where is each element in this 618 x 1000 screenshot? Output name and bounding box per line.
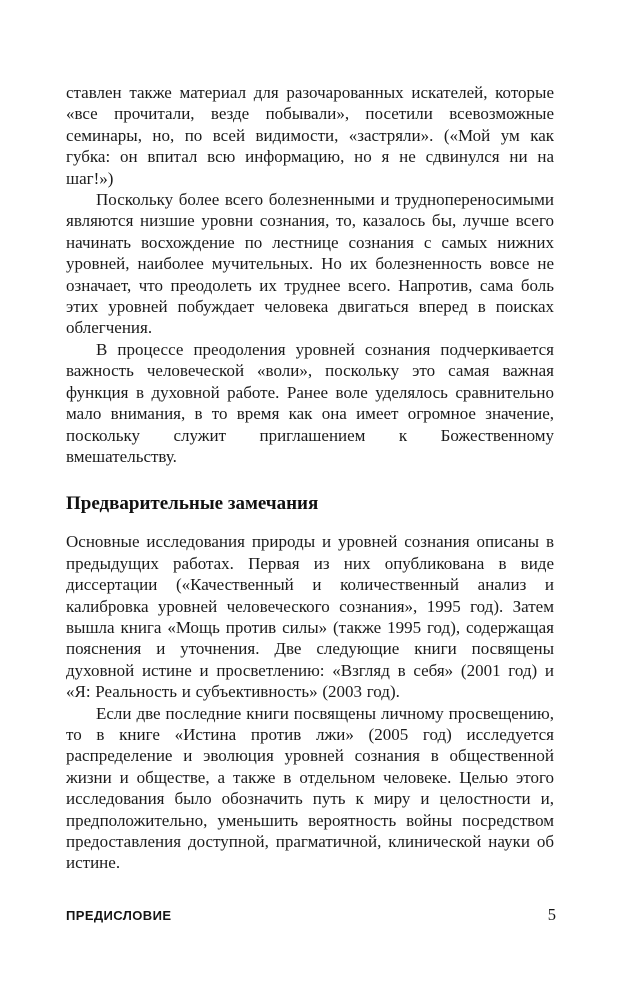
section-heading: Предварительные замечания [66, 493, 319, 515]
paragraph-continuation: ставлен также материал для разочарованных искателей, которые «все прочитали, везде побывали», посетили всевозможные семинары, но, по всей видимости, «застряли». («Мой ум как губка: он впитал всю информацию, но я не сдвинулся ни на шаг!») [66, 83, 554, 188]
paragraph: Основные исследования природы и уровней сознания описаны в предыдущих работах. Первая из них опубликована в виде диссертации («Качественный и количественный анализ и калибровка уровней человеческого сознания», 1995 год). Затем вышла книга «Мощь против силы» (также 1995 год), содержащая пояснения и уточнения. Две следующие книги посвящены духовной истине и просветлению: «Взгляд в себя» (2001 год) и «Я: Реальность и субъективность» (2003 год). [66, 532, 554, 702]
paragraph: В процессе преодоления уровней сознания подчеркивается важность человеческой «воли», поскольку это самая важная функция в духовной работе. Ранее воле уделялось сравнительно мало внимания, в то время как она имеет огромное значение, поскольку служит приглашением к Божественному вмешательству. [66, 339, 554, 466]
paragraph: Если две последние книги посвящены личному просвещению, то в книге «Истина против лжи» (2005 год) исследуется распределение и эволюция уровней сознания в общественной жизни и обществе, а также в отдельном человеке. Целью этого исследования было обозначить путь к миру и целостности и, предположительно, уменьшить вероятность войны посредством предоставления доступной, прагматичной, клинической науки об истине. [66, 703, 554, 873]
paragraph: Поскольку более всего болезненными и труднопереносимыми являются низшие уровни сознания, то, казалось бы, лучше всего начинать восхождение по лестнице сознания с самых нижних уровней, наиболее мучительных. Но их болезненность вовсе не означает, что преодолеть их труднее всего. Напротив, сама боль этих уровней побуждает человека двигаться вперед в поисках облегчения. [66, 190, 554, 338]
footer-page-number: 5 [547, 905, 556, 924]
page-footer [66, 905, 556, 925]
page-body [66, 82, 554, 874]
footer-section-label: ПРЕДИСЛОВИЕ [66, 908, 172, 923]
